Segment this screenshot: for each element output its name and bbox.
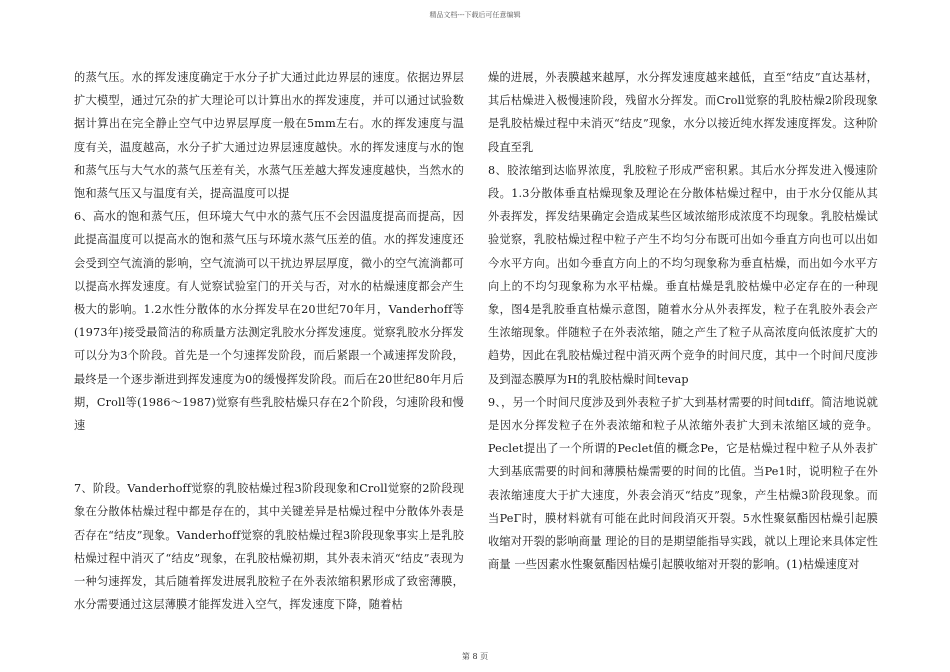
paragraph: 8、胶浓缩到达临界浓度，乳胶粒子形成严密积累。其后水分挥发进入慢速阶段。1.3分散体垂直枯燥现象及理论在分散体枯燥过程中，由于水分仅能从其外表挥发，挥发结果确定会造成某些区域浓缩形成浓度不均现象。乳胶枯燥试验觉察，乳胶枯燥过程中粒子产生不均匀分布既可出如今垂直方向也可以出如今水平方向。出如今垂直方向上的不均匀现象称为垂直枯燥，而出如今水平方向上的不均匀现象称为水平枯燥。垂直枯燥是乳胶枯燥中必定存在的一种现象，图4是乳胶垂直枯燥示意图，随着水分从外表挥发，粒子在乳胶外表会产生浓缩现象。伴随粒子在外表浓缩，随之产生了粒子从高浓度向低浓度扩大的趋势，因此在乳胶枯燥过程中消灭两个竞争的时间尺度，其中一个时间尺度涉及到湿态膜厚为H的乳胶枯燥时间tevap <box>488 163 878 386</box>
paragraph: 的蒸气压。水的挥发速度确定于水分子扩大通过此边界层的速度。依据边界层扩大模型，通过冗杂的扩大理论可以计算出水的挥发速度，并可以通过试验数据计算出在完全静止空气中边界层厚度一般在5mm左右。水的挥发速度与温度有关，温度越高，水分子扩大通过边界层速度越快。水的挥发速度与水的饱和蒸气压与大气水的蒸气压差有关，水蒸气压差越大挥发速度越快，当然水的饱和蒸气压又与温度有关，提高温度可以提 <box>74 71 464 201</box>
paragraph: 6、高水的饱和蒸气压，但环境大气中水的蒸气压不会因温度提高而提高，因此提高温度可以提高水的饱和蒸气压与环境水蒸气压差的值。水的挥发速度还会受到空气流淌的影响，空气流淌可以干扰边界层厚度，微小的空气流淌都可以提高水挥发速度。有人觉察试验室门的开关与否，对水的枯燥速度都会产生极大的影响。1.2水性分散体的水分挥发早在20世纪70年月，Vanderhoff等(1973年)接受最简洁的称质量方法测定乳胶水分挥发速度。觉察乳胶水分挥发可以分为3个阶段。首先是一个匀速挥发阶段，而后紧跟一个减速挥发阶段，最终是一个逐步渐进到挥发速度为0的缓慢挥发阶段。而后在20世纪80年月后期，Croll等(1986～1987)觉察有些乳胶枯燥只存在2个阶段，匀速阶段和慢速 <box>74 210 464 433</box>
right-column <box>488 66 878 626</box>
left-column <box>74 66 464 626</box>
paragraph: 7、阶段。Vanderhoff觉察的乳胶枯燥过程3阶段现象和Croll觉察的2阶段现象在分散体枯燥过程中都是存在的，其中关键差异是枯燥过程中分散体外表是否存在“结皮”现象。Vanderhoff觉察的乳胶枯燥过程3阶段现象事实上是乳胶枯燥过程中消灭了“结皮”现象，在乳胶枯燥初期，其外表未消灭“结皮”表现为一种匀速挥发，其后随着挥发进展乳胶粒子在外表浓缩积累形成了致密薄膜，水分需要通过这层薄膜才能挥发进入空气，挥发速度下降，随着枯 <box>74 482 464 612</box>
paragraph-gap <box>74 437 464 477</box>
page-number: 第 8 页 <box>461 652 489 661</box>
page-header: 精品文档---下载后可任意编辑 <box>429 11 521 19</box>
paragraph: 9、，另一个时间尺度涉及到外表粒子扩大到基材需要的时间tdiff。简洁地说就是因水分挥发粒子在外表浓缩和粒子从浓缩外表扩大到未浓缩区域的竞争。Peclet提出了一个所谓的Peclet值的概念Pe，它是枯燥过程中粒子从外表扩大到基底需要的时间和薄膜枯燥需要的时间的比值。当Pe1时，说明粒子在外表浓缩速度大于扩大速度，外表会消灭“结皮”现象，产生枯燥3阶段现象。而当PeΓ时，膜材料就有可能在此时间段消灭开裂。5水性聚氨酯因枯燥引起膜收缩对开裂的影响商量 理论的目的是期望能指导实践，就以上理论来具体定性商量 一些因素水性聚氨酯因枯燥引起膜收缩对开裂的影响。(1)枯燥速度对 <box>488 395 878 572</box>
paragraph: 燥的进展，外表膜越来越厚，水分挥发速度越来越低，直至“结皮”直达基材，其后枯燥进入极慢速阶段，残留水分挥发。而Croll觉察的乳胶枯燥2阶段现象是乳胶枯燥过程中未消灭“结皮”现象，水分以接近纯水挥发速度挥发。这种阶段直至乳 <box>488 71 878 154</box>
